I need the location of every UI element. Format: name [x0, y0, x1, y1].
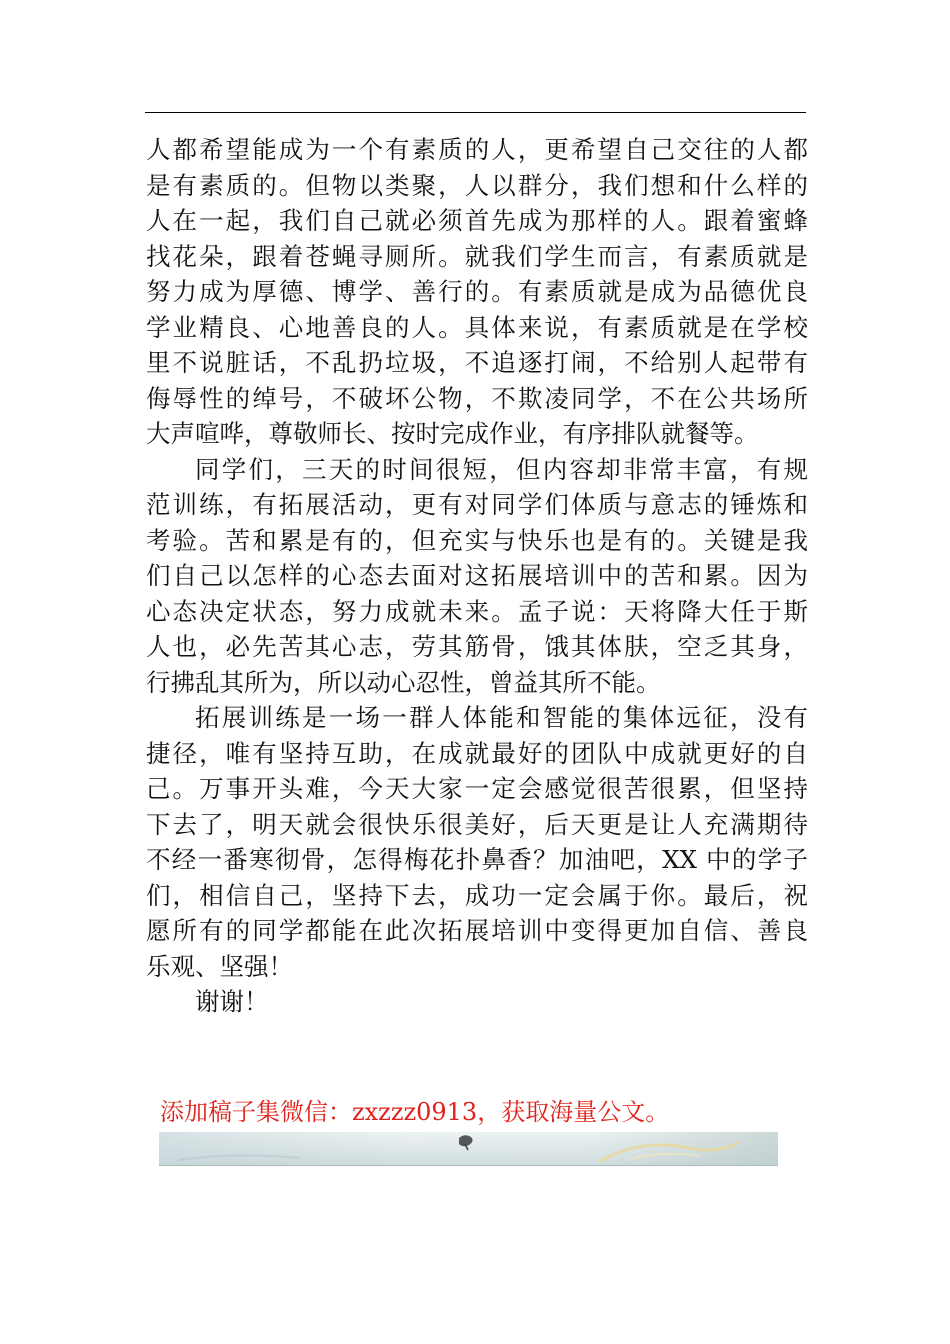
text-line: 己。万事开头难，今天大家一定会感觉很苦很累，但坚持 [146, 774, 808, 803]
text-line: 行拂乱其所为，所以动心忍性，曾益其所不能。 [146, 667, 661, 697]
text-line: 考验。苦和累是有的，但充实与快乐也是有的。关键是我 [146, 525, 808, 555]
closing-thanks: 谢谢！ [195, 987, 269, 1016]
text-line: 不经一番寒彻骨，怎得梅花扑鼻香？加油吧，XX 中的学子 [146, 845, 808, 874]
text-line: 心态决定状态，努力成就未来。孟子说：天将降大任于斯 [146, 596, 808, 626]
text-line: 们，相信自己，坚持下去，成功一定会属于你。最后，祝 [146, 880, 808, 910]
paragraph-first-line: 同学们，三天的时间很短，但内容却非常丰富，有规 [195, 454, 808, 484]
text-line: 找花朵，跟着苍蝇寻厕所。就我们学生而言，有素质就是 [146, 241, 808, 271]
header-rule [145, 112, 806, 113]
text-line: 人都希望能成为一个有素质的人，更希望自己交往的人都 [146, 135, 808, 164]
text-line: 大声喧哗，尊敬师长、按时完成作业，有序排队就餐等。 [146, 419, 759, 448]
text-line: 乐观、坚强！ [146, 951, 293, 981]
text-line: 们自己以怎样的心态去面对这拓展培训中的苦和累。因为 [146, 561, 808, 590]
text-line: 是有素质的。但物以类聚，人以群分，我们想和什么样的 [146, 170, 808, 200]
text-line: 人在一起，我们自己就必须首先成为那样的人。跟着蜜蜂 [146, 206, 808, 235]
text-line: 努力成为厚德、博学、善行的。有素质就是成为品德优良 [146, 277, 808, 306]
text-line: 捷径，唯有坚持互助，在成就最好的团队中成就更好的自 [146, 738, 808, 768]
document-body [146, 132, 808, 1020]
text-line: 学业精良、心地善良的人。具体来说，有素质就是在学校 [146, 312, 808, 342]
text-line: 里不说脏话，不乱扔垃圾，不追逐打闹，不给别人起带有 [146, 348, 808, 377]
banner-ink-decoration-icon [159, 1132, 778, 1165]
text-line: 范训练，有拓展活动，更有对同学们体质与意志的锤炼和 [146, 490, 808, 519]
text-line: 人也，必先苦其心志，劳其筋骨，饿其体肤，空乏其身， [146, 632, 808, 661]
promo-text: 添加稿子集微信：zxzzz0913，获取海量公文。 [160, 1098, 670, 1126]
promo-banner-image [159, 1132, 778, 1166]
text-line: 愿所有的同学都能在此次拓展培训中变得更加自信、善良 [146, 916, 808, 945]
text-line: 侮辱性的绰号，不破坏公物，不欺凌同学，不在公共场所 [146, 383, 808, 413]
paragraph-first-line: 拓展训练是一场一群人体能和智能的集体远征，没有 [195, 703, 808, 732]
text-line: 下去了，明天就会很快乐很美好，后天更是让人充满期待 [146, 809, 808, 839]
